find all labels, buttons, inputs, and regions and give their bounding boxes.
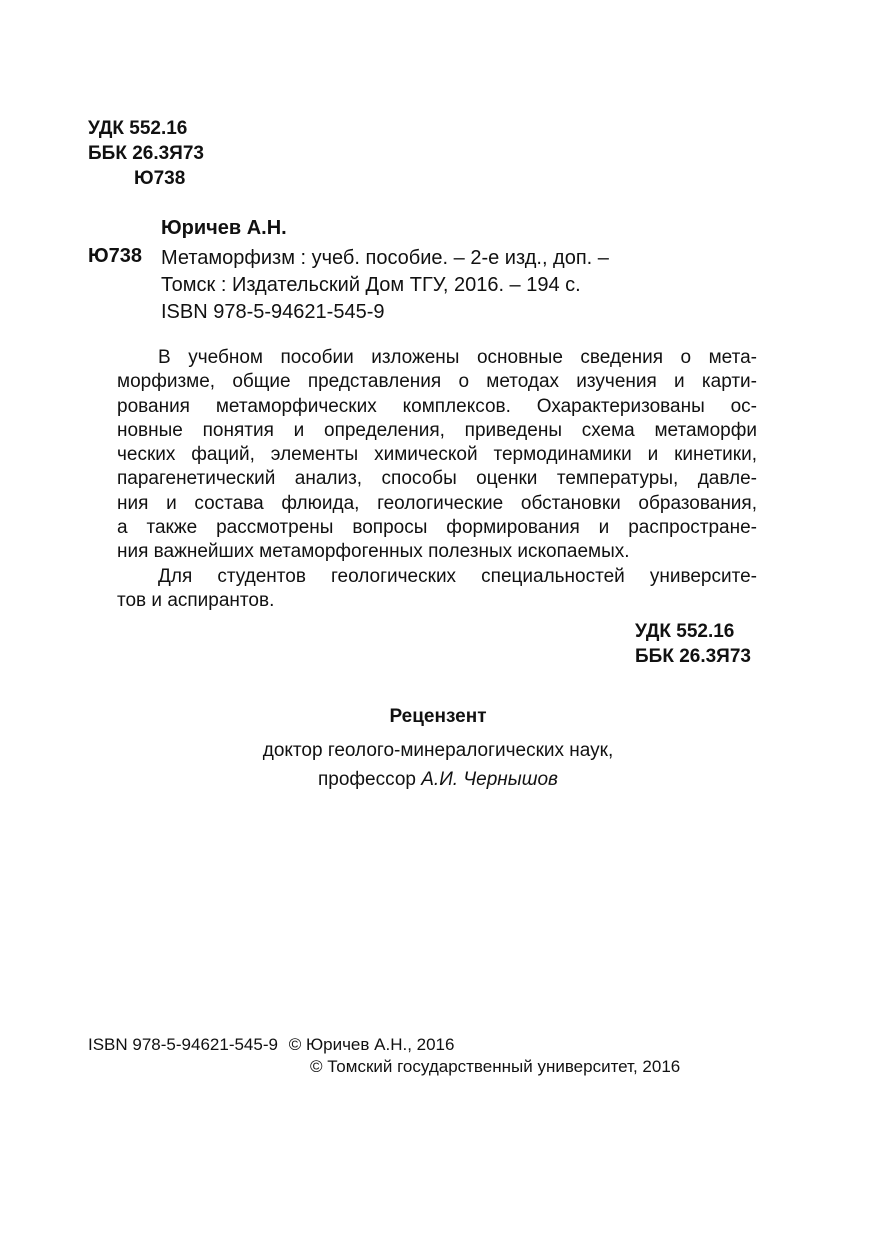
- abstract-line: ния и состава флюида, геологические обстановки образования,: [117, 492, 757, 514]
- publisher-line: Томск : Издательский Дом ТГУ, 2016. – 194 с.: [161, 274, 581, 296]
- author-name: Юричев А.Н.: [161, 217, 287, 239]
- abstract-line: ния важнейших метаморфогенных полезных ископаемых.: [117, 541, 630, 563]
- reviewer-heading: Рецензент: [389, 706, 487, 727]
- reviewer-line: [0, 769, 876, 791]
- copyright-footer: [88, 1034, 680, 1078]
- abstract: [117, 346, 757, 613]
- bibliographic-record: [161, 245, 609, 326]
- abstract-line: Для студентов геологических специальностей университе-: [158, 565, 757, 587]
- header-classification-codes: [88, 116, 204, 191]
- footer-isbn: ISBN 978-5-94621-545-9: [88, 1035, 278, 1054]
- copyright-author: © Юричев А.Н., 2016: [288, 1035, 455, 1054]
- bbk-code: ББК 26.3Я73: [88, 143, 204, 164]
- abstract-line: В учебном пособии изложены основные сведения о мета-: [158, 347, 757, 368]
- bbk-code-right: ББК 26.3Я73: [635, 646, 751, 667]
- copyright-university: © Томский государственный университет, 2016: [310, 1057, 681, 1076]
- udk-code: УДК 552.16: [88, 118, 188, 139]
- abstract-paragraph-2: [117, 565, 757, 614]
- catalog-code: Ю738: [88, 245, 142, 267]
- author-mark: Ю738: [134, 168, 186, 189]
- abstract-line: парагенетический анализ, способы оценки температуры, давле-: [117, 468, 757, 490]
- reviewer-name: А.И. Чернышов: [421, 769, 558, 790]
- classification-codes-right: [635, 619, 751, 669]
- abstract-line: а также рассмотрены вопросы формирования и распростране-: [117, 517, 757, 539]
- abstract-line: рования метаморфических комплексов. Охарактеризованы ос-: [117, 395, 757, 417]
- udk-code-right: УДК 552.16: [635, 621, 735, 642]
- abstract-line: ческих фаций, элементы химической термодинамики и кинетики,: [117, 444, 757, 466]
- abstract-paragraph-1: [117, 346, 757, 565]
- reviewer-degree: доктор геолого-минералогических наук,: [262, 740, 614, 761]
- abstract-line: тов и аспирантов.: [117, 589, 275, 611]
- abstract-line: морфизме, общие представления о методах изучения и карти-: [117, 371, 757, 393]
- abstract-line: новные понятия и определения, приведены схема метаморфи: [117, 419, 757, 441]
- isbn-line: ISBN 978-5-94621-545-9: [161, 301, 385, 323]
- reviewer-title: профессор: [318, 769, 422, 790]
- title-line: Метаморфизм : учеб. пособие. – 2-е изд., доп. –: [161, 247, 609, 269]
